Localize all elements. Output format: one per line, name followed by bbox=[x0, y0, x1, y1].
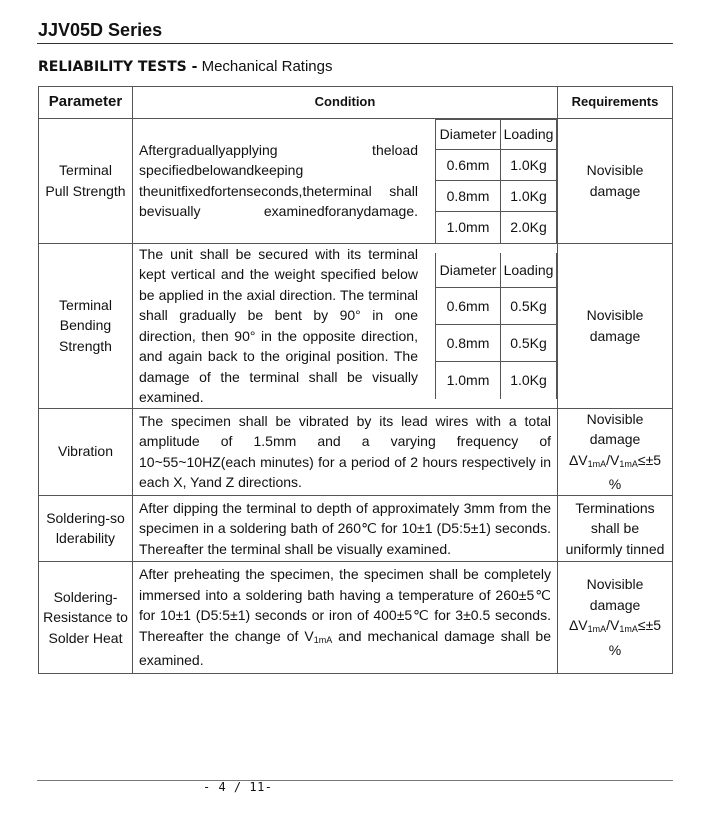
req-line: damage bbox=[589, 182, 641, 199]
req-line: damage bbox=[589, 431, 641, 447]
req-line: % bbox=[608, 641, 622, 658]
table-row bbox=[39, 495, 673, 562]
subtable-row bbox=[436, 325, 557, 362]
condition-subscript: 1mA bbox=[313, 634, 333, 645]
condition-cell bbox=[133, 243, 558, 408]
req-line: Novisible bbox=[586, 162, 644, 179]
diameter-value: 0.8mm bbox=[436, 181, 501, 212]
section-heading-bold: RELIABILITY TESTS - bbox=[38, 59, 198, 75]
condition-cell bbox=[133, 562, 558, 674]
section-heading bbox=[38, 58, 332, 75]
loading-value: 1.0Kg bbox=[501, 181, 557, 212]
req-line: Terminations bbox=[575, 499, 655, 516]
section-heading-normal: Mechanical Ratings bbox=[201, 58, 333, 75]
req-line: shall be bbox=[590, 520, 640, 536]
requirements-cell bbox=[558, 119, 673, 244]
param-line: Strength bbox=[59, 337, 112, 354]
table-row bbox=[39, 243, 673, 408]
req-line: % bbox=[608, 476, 622, 492]
sub-header-loading: Loading bbox=[501, 253, 557, 288]
condition-text: Aftergraduallyapplying theload specifiedbelowandkeeping theunitfixedfortenseconds,theterminal shall bevisually examinedforanydamage. bbox=[139, 141, 418, 220]
requirements-cell bbox=[558, 495, 673, 562]
sub-header-diameter: Diameter bbox=[436, 253, 501, 288]
param-line: Soldering- bbox=[53, 588, 118, 605]
subtable-row bbox=[436, 288, 557, 325]
diameter-value: 1.0mm bbox=[436, 212, 501, 243]
req-line: uniformly tinned bbox=[565, 540, 665, 557]
sub-header-loading: Loading bbox=[501, 120, 557, 150]
subtable-header-row bbox=[436, 120, 557, 150]
condition-text-tail: and mechanical damage shall be examined. bbox=[139, 627, 552, 668]
param-cell bbox=[39, 562, 133, 674]
diameter-value: 1.0mm bbox=[436, 362, 501, 399]
req-line: Novisible bbox=[586, 410, 644, 427]
table-row bbox=[39, 408, 673, 495]
param-cell bbox=[39, 243, 133, 408]
condition-text: The unit shall be secured with its terminal kept vertical and the weight specified below be applied in the axial direction. The terminal shall gradually be bent by 90° in one direction, then 90° in the opposite direction, and again back to the original position. The damage of the terminal shall be visually examined. bbox=[139, 245, 418, 405]
loading-value: 2.0Kg bbox=[501, 212, 557, 243]
requirements-cell bbox=[558, 408, 673, 495]
table-row bbox=[39, 562, 673, 674]
diameter-value: 0.6mm bbox=[436, 150, 501, 181]
page-number: - 4 / 11- bbox=[203, 780, 273, 794]
requirements-cell bbox=[558, 562, 673, 674]
param-line: Resistance to bbox=[43, 609, 128, 625]
req-formula: $\Delta V_{1mA}/V_{1mA}\le\pm 5$ bbox=[568, 451, 662, 469]
subtable-row bbox=[436, 150, 557, 181]
param-line: Pull Strength bbox=[45, 182, 126, 199]
load-subtable bbox=[435, 253, 557, 399]
mechanical-ratings-table bbox=[38, 86, 673, 674]
loading-value: 1.0Kg bbox=[501, 150, 557, 181]
condition-cell bbox=[133, 495, 558, 562]
loading-value: 0.5Kg bbox=[501, 325, 557, 362]
diameter-value: 0.8mm bbox=[436, 325, 501, 362]
param-line: Vibration bbox=[57, 443, 113, 460]
req-line: damage bbox=[589, 327, 641, 344]
header-condition: Condition bbox=[133, 87, 558, 119]
req-line: Novisible bbox=[586, 576, 644, 593]
diameter-value: 0.6mm bbox=[436, 288, 501, 325]
loading-value: 1.0Kg bbox=[501, 362, 557, 399]
condition-cell bbox=[133, 119, 558, 244]
req-line: Novisible bbox=[586, 307, 644, 323]
header-parameter: Parameter bbox=[39, 87, 133, 119]
param-line: Bending bbox=[59, 317, 112, 334]
param-cell bbox=[39, 408, 133, 495]
condition-text: After dipping the terminal to depth of approximately 3mm from the specimen in a soldering bath of 260℃ for 10±1 (D5:5±1) seconds. Thereafter the terminal shall be visually examined. bbox=[139, 499, 551, 557]
condition-text: The specimen shall be vibrated by its lead wires with a total amplitude of 1.5mm and a varying frequency of 10~55~10HZ(each minutes) for a period of 2 hours respectively in each X, Yand Z directions. bbox=[139, 412, 551, 490]
param-line: Soldering-so bbox=[46, 509, 125, 526]
param-cell bbox=[39, 495, 133, 562]
subtable-row bbox=[436, 181, 557, 212]
param-line: Solder Heat bbox=[48, 629, 123, 646]
header-requirements: Requirements bbox=[558, 87, 673, 119]
requirements-cell bbox=[558, 243, 673, 408]
loading-value: 0.5Kg bbox=[501, 288, 557, 325]
condition-cell bbox=[133, 408, 558, 495]
subtable-header-row bbox=[436, 253, 557, 288]
param-line: Terminal bbox=[59, 296, 112, 313]
table-row bbox=[39, 119, 673, 244]
param-line: lderability bbox=[55, 530, 116, 547]
subtable-row bbox=[436, 212, 557, 243]
subtable-row bbox=[436, 362, 557, 399]
req-line: damage bbox=[589, 596, 641, 613]
load-subtable bbox=[435, 119, 557, 243]
condition-text: After preheating the specimen, the specimen shall be completely immersed into a soldering bath having a temperature of 260±5℃ for 10±1 (D5:5±1) seconds or iron of 400±5℃ for 3±0.5 seconds. Thereafter the change of V bbox=[139, 566, 551, 644]
param-cell bbox=[39, 119, 133, 244]
req-formula: $\Delta V_{1mA}/V_{1mA}\le\pm 5$ bbox=[568, 617, 662, 635]
footer-rule bbox=[37, 780, 673, 781]
header-rule bbox=[37, 43, 673, 44]
sub-header-diameter: Diameter bbox=[436, 120, 501, 150]
series-title: JJV05D Series bbox=[38, 20, 163, 40]
param-line: Terminal bbox=[59, 162, 112, 179]
table-header-row bbox=[39, 87, 673, 119]
